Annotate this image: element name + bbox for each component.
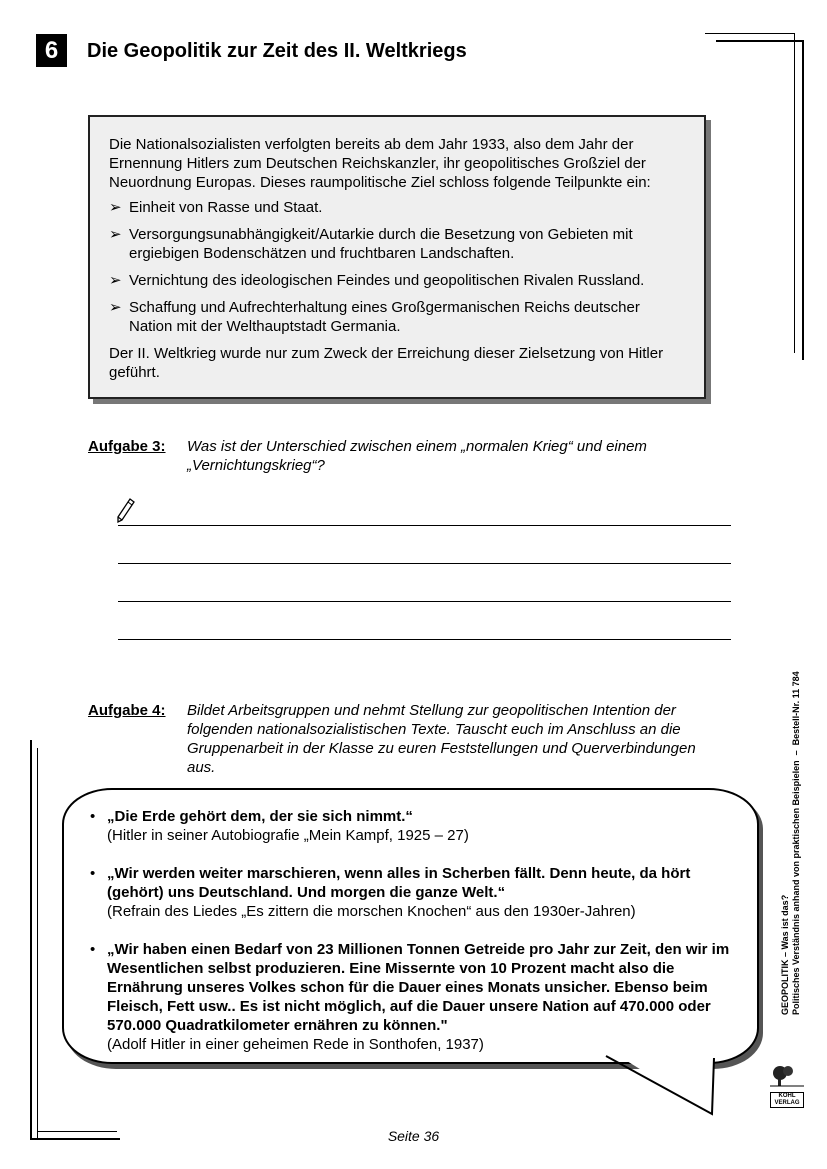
task-4-label: Aufgabe 4: — [88, 702, 166, 719]
info-box — [88, 115, 706, 399]
quote-text: „Wir werden weiter marschieren, wenn alles in Scherben fällt. Denn heute, da hört (gehört) uns Deutschland. Und morgen die ganze Welt.“ — [107, 865, 691, 901]
list-item: ➢ Einheit von Rasse und Staat. — [109, 199, 323, 216]
arrow-bullet-icon: ➢ — [109, 226, 122, 243]
frame-line — [37, 748, 38, 1140]
quote-source: (Adolf Hitler in einer geheimen Rede in Sonthofen, 1937) — [107, 1036, 484, 1053]
quote-text: „Wir haben einen Bedarf von 23 Millionen Tonnen Getreide pro Jahr zur Zeit, den wir im Wesentlichen selbst produzieren. Eine Missernte von 10 Prozent macht also die Ernährung unseres Volkes schon für die Dauer eines Monats unsicher. Ebenso beim Fleisch, Fett usw.. Es ist nicht möglich, auf die Dauer unsere Nation auf 470.000 oder 570.000 Quadratkilometer ernähren zu können." — [107, 941, 730, 1034]
page-number: Seite 36 — [387, 1128, 440, 1144]
frame-line — [794, 33, 795, 353]
list-item: ➢ Vernichtung des ideologischen Feindes und geopolitischen Rivalen Russland. — [109, 272, 645, 289]
bullet-icon: • — [90, 941, 96, 958]
task-3-label: Aufgabe 3: — [88, 438, 166, 455]
task-3 — [88, 437, 708, 475]
writing-line[interactable] — [118, 563, 731, 564]
writing-line[interactable] — [118, 525, 731, 526]
frame-line — [30, 740, 32, 1140]
quotes-list — [90, 807, 740, 1073]
quote-item — [90, 940, 740, 1054]
quote-text: „Die Erde gehört dem, der sie sich nimmt.“ — [107, 808, 413, 825]
page-title: Die Geopolitik zur Zeit des II. Weltkriegs — [87, 40, 467, 62]
publisher-logo — [770, 1065, 804, 1106]
frame-line — [716, 40, 803, 42]
bullet-icon: • — [90, 808, 96, 825]
writing-line[interactable] — [118, 601, 731, 602]
bullet-icon: • — [90, 865, 96, 882]
chapter-number: 6 — [36, 34, 67, 67]
list-item: ➢ Schaffung und Aufrechterhaltung eines Großgermanischen Reichs deutscher Nation mit der Welthauptstadt Germania. — [109, 299, 640, 335]
frame-line — [802, 40, 804, 360]
quote-source: (Hitler in seiner Autobiografie „Mein Kampf, 1925 – 27) — [107, 827, 469, 844]
quote-item — [90, 864, 740, 921]
frame-line — [705, 33, 795, 34]
pencil-icon — [114, 497, 136, 525]
logo-text: KOHL VERLAG — [770, 1092, 804, 1108]
arrow-bullet-icon: ➢ — [109, 272, 122, 289]
info-outro: Der II. Weltkrieg wurde nur zum Zweck der Erreichung dieser Zielsetzung von Hitler geführt. — [109, 345, 664, 381]
arrow-bullet-icon: ➢ — [109, 299, 122, 316]
task-3-text: Was ist der Unterschied zwischen einem „normalen Krieg“ und einem „Vernichtungskrieg“? — [187, 438, 647, 474]
arrow-bullet-icon: ➢ — [109, 199, 122, 216]
list-item: ➢ Versorgungsunabhängigkeit/Autarkie durch die Besetzung von Gebieten mit ergiebigen Bodenschätzen und fruchtbaren Landschaften. — [109, 226, 633, 262]
tree-logo-icon — [770, 1065, 804, 1087]
task-4-text: Bildet Arbeitsgruppen und nehmt Stellung zur geopolitischen Intention der folgenden nationalsozialistischen Texte. Tauscht euch im Anschluss an die Gruppenarbeit in der Klasse zu euren Feststellungen und Querverbindungen aus. — [187, 702, 696, 776]
task-4 — [88, 701, 708, 777]
info-intro: Die Nationalsozialisten verfolgten bereits ab dem Jahr 1933, also dem Jahr der Ernennung Hitlers zum Deutschen Reichskanzler, ihr geopolitisches Großziel der Neuordnung Europas. Dieses raumpolitische Ziel schloss folgende Teilpunkte ein: — [109, 136, 651, 191]
quote-item — [90, 807, 740, 845]
info-points — [109, 198, 684, 336]
quote-source: (Refrain des Liedes „Es zittern die morschen Knochen“ aus den 1930er-Jahren) — [107, 903, 636, 920]
side-publisher-text: GEOPOLITIK – Was ist das? Politisches Verständnis anhand von praktischen Beispielen – Bestell-Nr. 11 784 — [780, 671, 801, 1015]
writing-line[interactable] — [118, 639, 731, 640]
